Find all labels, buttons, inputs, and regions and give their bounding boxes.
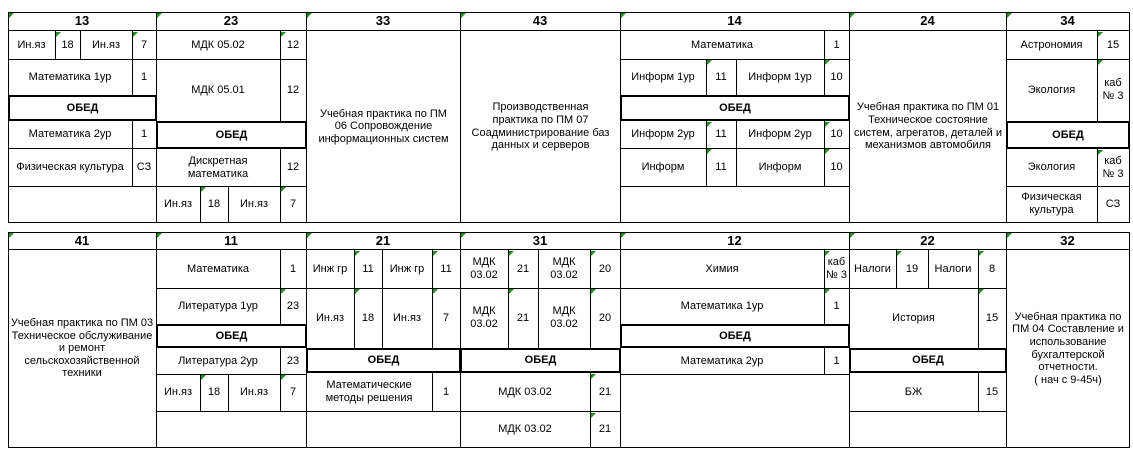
lesson-subject: Информ 2ур [748,128,812,141]
lesson-subject: Ин.яз [91,38,121,51]
lesson-room: 21 [516,262,530,275]
group-header-22: 22 [920,232,935,248]
lunch-break: ОБЕД [719,329,751,342]
lesson-room: 11 [440,262,452,275]
group-header-23: 23 [223,13,239,29]
lesson-room: 11 [362,262,374,275]
lesson-subject: Налоги [854,262,891,275]
group-header-12: 12 [727,232,742,248]
lesson-subject: Химия [705,262,739,275]
lesson-subject: МДК 03.02 [498,423,552,436]
lunch-break: ОБЕД [215,329,248,342]
lunch-break: ОБЕД [215,128,248,141]
lesson-subject: Инж гр [389,262,425,275]
lesson-subject: Налоги [934,262,972,275]
lesson-room: 12 [286,38,300,51]
lesson-room: 1 [833,299,840,312]
practice-block [1007,250,1129,447]
lesson-room: СЗ [136,160,152,173]
lesson-subject: МДК 05.02 [191,38,245,51]
lesson-room: 23 [286,354,300,367]
lesson-room: 10 [830,128,843,141]
lesson-room: 11 [715,128,727,141]
lesson-subject: Ин.яз [239,197,269,210]
lesson-room: 1 [289,262,297,275]
lesson-room: 18 [207,386,221,399]
practice-note: ( нач с 9-45ч) [1034,373,1102,386]
group-header-34: 34 [1060,13,1075,29]
lesson-room: 7 [289,197,297,210]
lesson-room: 19 [905,262,919,275]
lesson-room: 15 [985,311,999,324]
lunch-break: ОБЕД [912,354,944,367]
lesson-subject: Информ 2ур [631,128,695,141]
lesson-room: 12 [286,83,300,96]
lesson-subject: Ин.яз [163,197,193,210]
lesson-subject: Математические методы решения [325,379,413,404]
lesson-room: 8 [988,262,996,275]
lesson-room: 21 [598,423,612,436]
practice-text: Учебная практика по ПМ 04 Составление и использование бухгалтерской отчетности. [1012,310,1124,374]
group-header-33: 33 [375,13,391,29]
lesson-subject: Инж гр [312,262,348,275]
lesson-subject: Ин.яз [315,311,345,324]
group-header-14: 14 [727,13,742,29]
group-header-13: 13 [74,13,90,29]
lesson-subject: Астрономия [1020,38,1083,51]
lesson-room: 20 [598,262,612,275]
lesson-subject: Математика 2ур [28,128,112,141]
lesson-room: 7 [289,386,297,399]
lesson-subject: Математика 1ур [28,70,112,83]
lesson-subject: МДК 03.02 [550,256,578,281]
lesson-room: 7 [140,38,148,51]
lesson-subject: Литература 1ур [178,299,258,312]
group-header-24: 24 [920,13,935,29]
lesson-subject: МДК 03.02 [498,385,552,398]
lesson-subject: МДК 03.02 [550,305,578,330]
lesson-room: 20 [598,311,612,324]
lesson-room: 15 [1106,38,1120,51]
lesson-room: 23 [286,299,300,312]
lunch-break: ОБЕД [1052,128,1084,141]
lesson-room: 1 [442,385,450,398]
practice-block: Учебная практика по ПМ 06 Сопровождение информационных систем [318,107,449,145]
lesson-room: 12 [286,161,300,174]
group-header-43: 43 [532,13,548,29]
lesson-subject: Информ 1ур [631,70,695,83]
lunch-break: ОБЕД [367,354,400,367]
lesson-room: 21 [516,311,530,324]
lesson-room: 18 [361,311,375,324]
lesson-room: 21 [598,385,612,398]
group-header-11: 11 [224,232,238,248]
lesson-room: 18 [207,197,221,210]
lesson-room: 11 [715,160,727,173]
lesson-room: 7 [442,311,450,324]
lesson-room: 10 [830,70,843,83]
lesson-subject: МДК 03.02 [470,256,498,281]
lesson-subject: Информ 1ур [748,70,812,83]
group-header-41: 41 [74,232,90,248]
lesson-room: 1 [140,70,148,83]
lesson-subject: Ин.яз [163,386,193,399]
lesson-room: 10 [830,160,843,173]
lesson-room: каб № 3 [1102,154,1124,180]
lesson-room: СЗ [1105,197,1121,210]
lesson-subject: Ин.яз [239,386,269,399]
group-header-31: 31 [532,232,548,248]
lesson-subject: Математика [691,38,753,51]
lesson-subject: МДК 05.01 [191,83,245,96]
lesson-room: 1 [140,128,148,141]
lesson-subject: Информ [758,160,802,173]
lesson-room: 1 [833,354,840,367]
lesson-subject: Дискретная математика [187,154,249,180]
lesson-subject: МДК 03.02 [470,305,498,330]
lesson-subject: Математика 2ур [680,354,764,367]
lesson-subject: Литература 2ур [178,354,258,367]
lesson-room: каб № 3 [826,256,847,281]
lesson-subject: Ин.яз [17,38,46,51]
practice-block: Учебная практика по ПМ 03 Техническое обслуживание и ремонт сельскохозяйственной техники [10,316,154,380]
lesson-subject: Ин.яз [392,311,422,324]
lesson-subject: История [892,311,935,324]
lesson-subject: Экология [1027,161,1076,174]
lesson-subject: Физическая культура [16,160,124,173]
lunch-break: ОБЕД [719,101,751,114]
lesson-subject: Информ [641,160,685,173]
lunch-break: ОБЕД [524,354,557,367]
lesson-subject: Физическая культура [1021,191,1082,216]
lesson-room: 11 [715,70,727,83]
practice-block: Учебная практика по ПМ 01 Техническое состояние систем, агрегатов, деталей и механизмов автомобиля [854,101,1002,152]
group-header-32: 32 [1060,232,1075,248]
lesson-subject: Математика 1ур [680,299,764,312]
lesson-subject: Экология [1027,83,1076,96]
lunch-break: ОБЕД [66,101,99,114]
group-header-21: 21 [375,232,391,248]
lesson-subject: Математика [187,262,249,275]
lesson-room: 1 [833,38,840,51]
lesson-room: каб № 3 [1102,77,1124,102]
lesson-room: 15 [985,385,999,398]
lesson-subject: БЖ [904,385,923,398]
practice-block: Производственная практика по ПМ 07 Соадминистрирование баз данных и серверов [471,101,610,152]
lesson-room: 18 [61,38,74,51]
